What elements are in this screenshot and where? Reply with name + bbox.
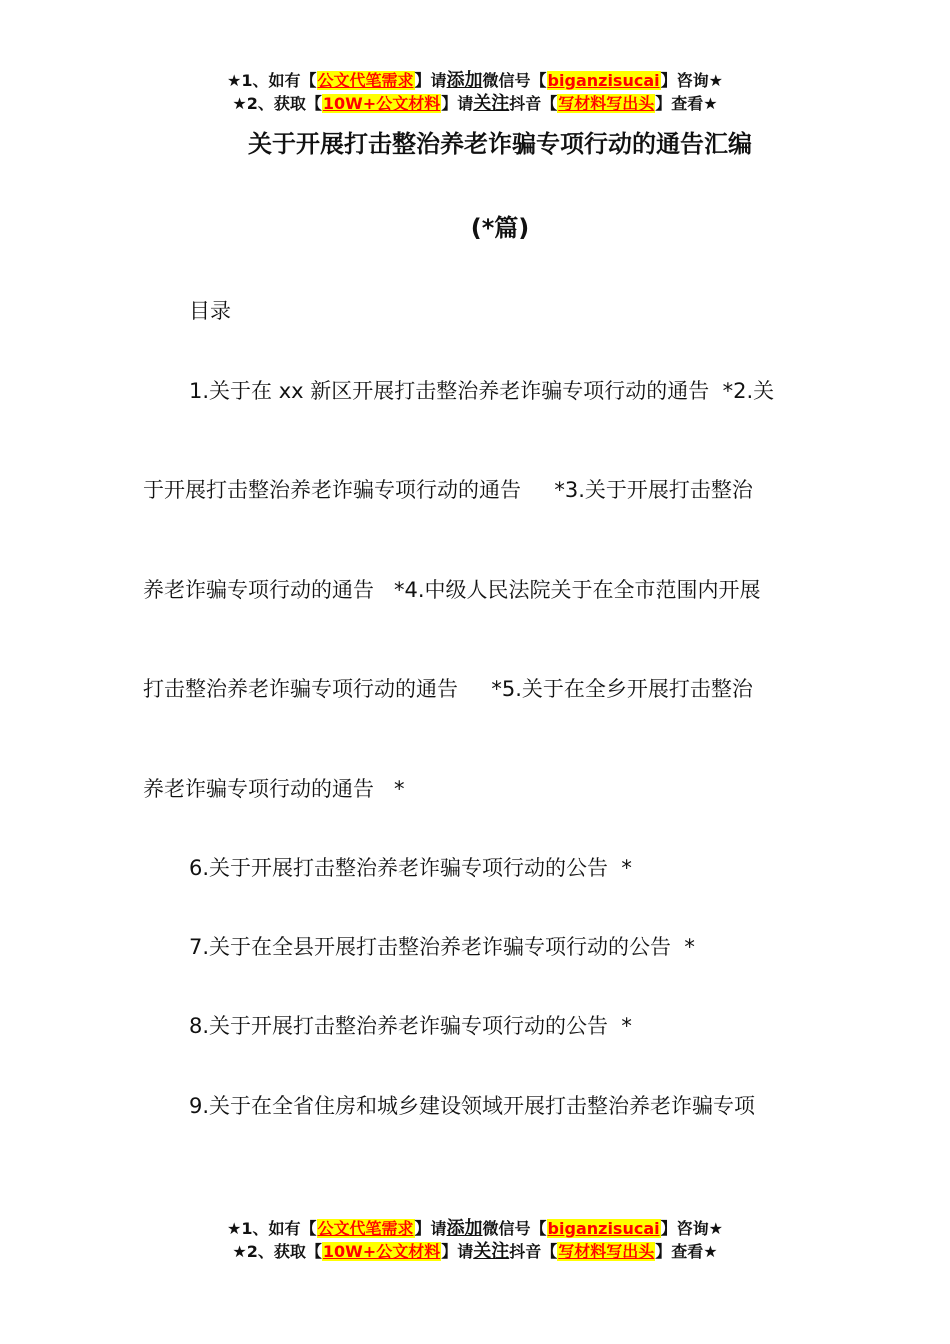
- banner-line-2: [0, 1240, 950, 1263]
- follow-emphasis: 关注: [473, 1241, 510, 1262]
- banner-text: 微信号【: [482, 71, 547, 90]
- banner-text: 】咨询★: [660, 71, 723, 90]
- douyin-account-link[interactable]: 写材料写出头: [558, 94, 655, 113]
- toc-line[interactable]: 7.关于在全县开展打击整治养老诈骗专项行动的公告 *: [189, 935, 695, 959]
- service-highlight: 公文代笔需求: [317, 1219, 414, 1238]
- toc-line[interactable]: 6.关于开展打击整治养老诈骗专项行动的公告 *: [189, 856, 632, 880]
- banner-text: ★2、获取【: [232, 94, 322, 113]
- toc-heading: 目录: [189, 299, 231, 323]
- document-subtitle: (*篇): [470, 214, 530, 242]
- banner-text: ★1、如有【: [227, 1219, 317, 1238]
- wechat-id-link[interactable]: biganzisucai: [547, 71, 660, 90]
- materials-highlight: 10W+公文材料: [322, 94, 441, 113]
- follow-emphasis: 关注: [473, 93, 510, 114]
- banner-text: 抖音【: [509, 1242, 558, 1261]
- banner-text: ★2、获取【: [232, 1242, 322, 1261]
- banner-line-2: [0, 92, 950, 115]
- add-emphasis: 添加: [446, 70, 483, 91]
- toc-line[interactable]: 打击整治养老诈骗专项行动的通告 *5.关于在全乡开展打击整治: [143, 677, 753, 701]
- douyin-account-link[interactable]: 写材料写出头: [558, 1242, 655, 1261]
- toc-line[interactable]: 养老诈骗专项行动的通告 *: [143, 777, 405, 801]
- banner-text: 微信号【: [482, 1219, 547, 1238]
- service-highlight: 公文代笔需求: [317, 71, 414, 90]
- wechat-id-link[interactable]: biganzisucai: [547, 1219, 660, 1238]
- banner-text: 】查看★: [655, 1242, 718, 1261]
- banner-text: 】请: [414, 1219, 447, 1238]
- add-emphasis: 添加: [446, 1218, 483, 1239]
- banner-text: 】请: [441, 94, 474, 113]
- banner-text: 】咨询★: [660, 1219, 723, 1238]
- banner-text: 】请: [414, 71, 447, 90]
- banner-line-1: [0, 1217, 950, 1240]
- banner-text: ★1、如有【: [227, 71, 317, 90]
- banner-text: 】查看★: [655, 94, 718, 113]
- banner-text: 抖音【: [509, 94, 558, 113]
- footer-banner: [0, 1217, 950, 1263]
- toc-line[interactable]: 1.关于在 xx 新区开展打击整治养老诈骗专项行动的通告 *2.关: [189, 379, 775, 403]
- toc-line[interactable]: 于开展打击整治养老诈骗专项行动的通告 *3.关于开展打击整治: [143, 478, 753, 502]
- banner-line-1: [0, 69, 950, 92]
- header-banner: [0, 69, 950, 115]
- document-title: 关于开展打击整治养老诈骗专项行动的通告汇编: [248, 130, 752, 158]
- materials-highlight: 10W+公文材料: [322, 1242, 441, 1261]
- banner-text: 】请: [441, 1242, 474, 1261]
- toc-line[interactable]: 8.关于开展打击整治养老诈骗专项行动的公告 *: [189, 1014, 632, 1038]
- toc-line[interactable]: 养老诈骗专项行动的通告 *4.中级人民法院关于在全市范围内开展: [143, 578, 761, 602]
- toc-line[interactable]: 9.关于在全省住房和城乡建设领域开展打击整治养老诈骗专项: [189, 1094, 756, 1118]
